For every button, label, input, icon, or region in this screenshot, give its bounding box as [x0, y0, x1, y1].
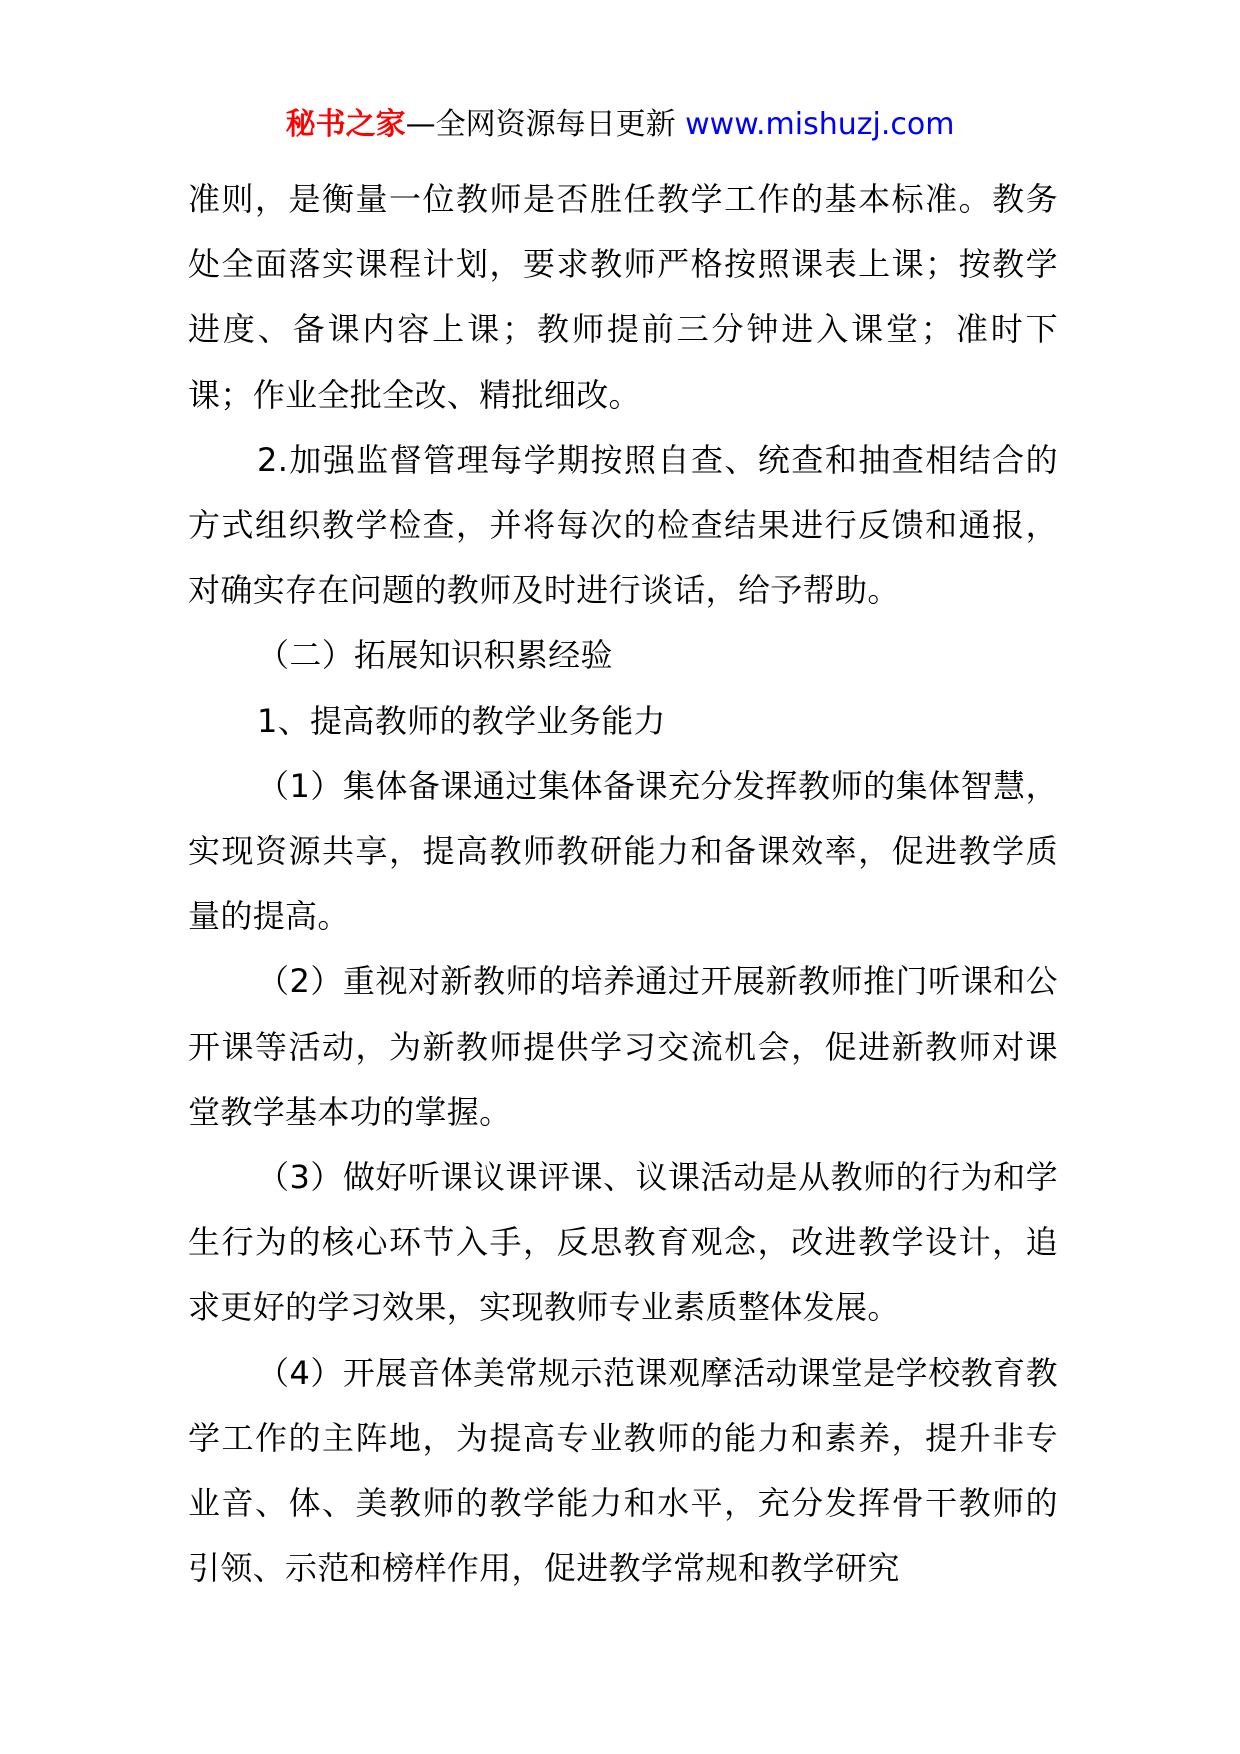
paragraph-item-3: （3）做好听课议课评课、议课活动是从教师的行为和学生行为的核心环节入手，反思教育观念，改进教学设计，追求更好的学习效果，实现教师专业素质整体发展。 — [188, 1158, 1058, 1327]
header-tagline: —全网资源每日更新 — [405, 107, 676, 142]
paragraph-item-1: （1）集体备课通过集体备课充分发挥教师的集体智慧，实现资源共享，提高教师教研能力和备课效率，促进教学质量的提高。 — [188, 766, 1058, 936]
paragraph-item-2: （2）重视对新教师的培养通过开展新教师推门听课和公开课等活动，为新教师提供学习交流机会，促进新教师对课堂教学基本功的掌握。 — [188, 962, 1058, 1131]
site-url-link[interactable]: www.mishuzj.com — [685, 107, 955, 142]
document-body — [188, 167, 1058, 1601]
brand-name: 秘书之家 — [285, 107, 406, 142]
paragraph-item-4: （4）开展音体美常规示范课观摩活动课堂是学校教育教学工作的主阵地，为提高专业教师的能力和素养，提升非专业音、体、美教师的教学能力和水平，充分发挥骨干教师的引领、示范和榜样作用，促进教学常规和教学研究 — [188, 1353, 1058, 1588]
paragraph-continued: 准则，是衡量一位教师是否胜任教学工作的基本标准。教务处全面落实课程计划，要求教师严格按照课表上课；按教学进度、备课内容上课；教师提前三分钟进入课堂；准时下课；作业全批全改、精批细改。 — [188, 180, 1058, 414]
section-heading: （二）拓展知识积累经验 — [257, 636, 613, 675]
subsection-heading: 1、提高教师的教学业务能力 — [257, 701, 666, 740]
paragraph-supervision: 2.加强监督管理每学期按照自查、统查和抽查相结合的方式组织教学检查，并将每次的检查结果进行反馈和通报，对确实存在问题的教师及时进行谈话，给予帮助。 — [188, 440, 1058, 610]
page-header — [0, 103, 1240, 147]
